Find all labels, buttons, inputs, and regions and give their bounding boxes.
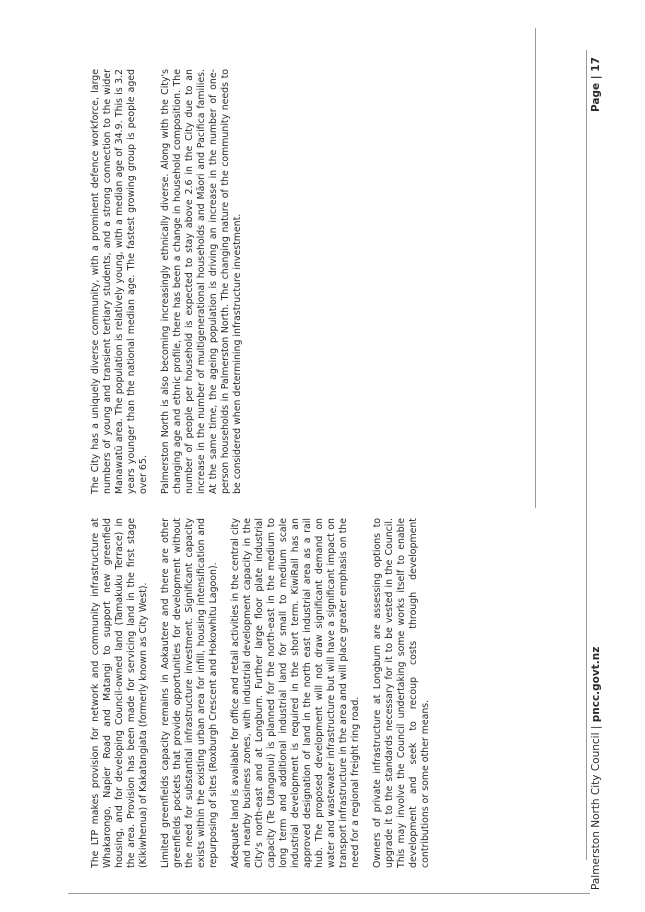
paragraph-greenfields-capacity: Limited greenfields capacity remains in Aokautere and there are other greenfields pockets that provide opportunities for development without the need for substantial infrastructure investment. Significant capacity exists within the existing urban area for infill, housing intensification and repurposing of sites (Roxburgh Crescent and Hokowhitu Lagoon). <box>160 518 219 868</box>
page-number: Page | 17 <box>590 57 602 112</box>
paragraph-ethnic-diversity: Palmerston North is also becoming increasingly ethnically diverse. Along with the City's changing age and ethnic profile, there has been a change in household composition. The number of people per household is expected to stay above 2.6 in the City due to an increase in the number of multigenerational households and Māori and Pacifica families. At the same time, the ageing population is driving an increase in the number of one-person households in Palmerston North. The changing nature of the community needs to be considered when determining infrastructure investment. <box>160 69 243 494</box>
right-text-column <box>90 69 254 494</box>
column-divider-rule <box>535 28 536 508</box>
footer-org-name: Palmerston North City Council <box>590 732 602 890</box>
paragraph-community-diversity: The City has a uniquely diverse community, with a prominent defence workforce, large numbers of young and transient tertiary students, and a strong connection to the wider Manawatū area. The population is relatively young, with a median age of 34.9. This is 3.2 years younger than the national median age. The fastest growing group is people aged over 65. <box>90 69 149 494</box>
footer-website-link[interactable]: pncc.govt.nz <box>590 646 602 723</box>
paragraph-longburn-infrastructure: Owners of private infrastructure at Longburn are assessing options to upgrade it to the standards necessary for it to be vested in the Council. This may involve the Council undertaking some works itself to enable development and seek to recoup costs through development contributions or some other means. <box>372 518 431 868</box>
footer-separator: | <box>590 722 602 733</box>
left-text-column <box>90 518 442 868</box>
paragraph-ltp-provision: The LTP makes provision for network and community infrastructure at Whakarongo, Napier Road and Matangi to support new greenfield housing, and for developing Council-owned land (Tamakuku Terrace) in the area. Provision has been made for servicing land in the first stage (Kikiwhenua) of Kakatangiata (formerly known as City West). <box>90 518 149 868</box>
margin-rule <box>68 893 590 894</box>
footer-rule <box>586 50 587 860</box>
paragraph-industrial-land: Adequate land is available for office and retail activities in the central city and nearby business zones, with industrial development capacity in the City's north-east and at Longburn. Further large floor plate industrial capacity (Te Utanganui) is planned for the north-east in the medium to long term and additional industrial land for small to medium scale industrial development is required in the short term. KiwiRail has an approved designation of land in the north east industrial area as a rail hub. The proposed development will not draw significant demand on water and wastewater infrastructure but will have a significant impact on transport infrastructure in the area and will place greater emphasis on the need for a regional freight ring road. <box>230 518 361 868</box>
footer-organisation <box>590 647 602 890</box>
